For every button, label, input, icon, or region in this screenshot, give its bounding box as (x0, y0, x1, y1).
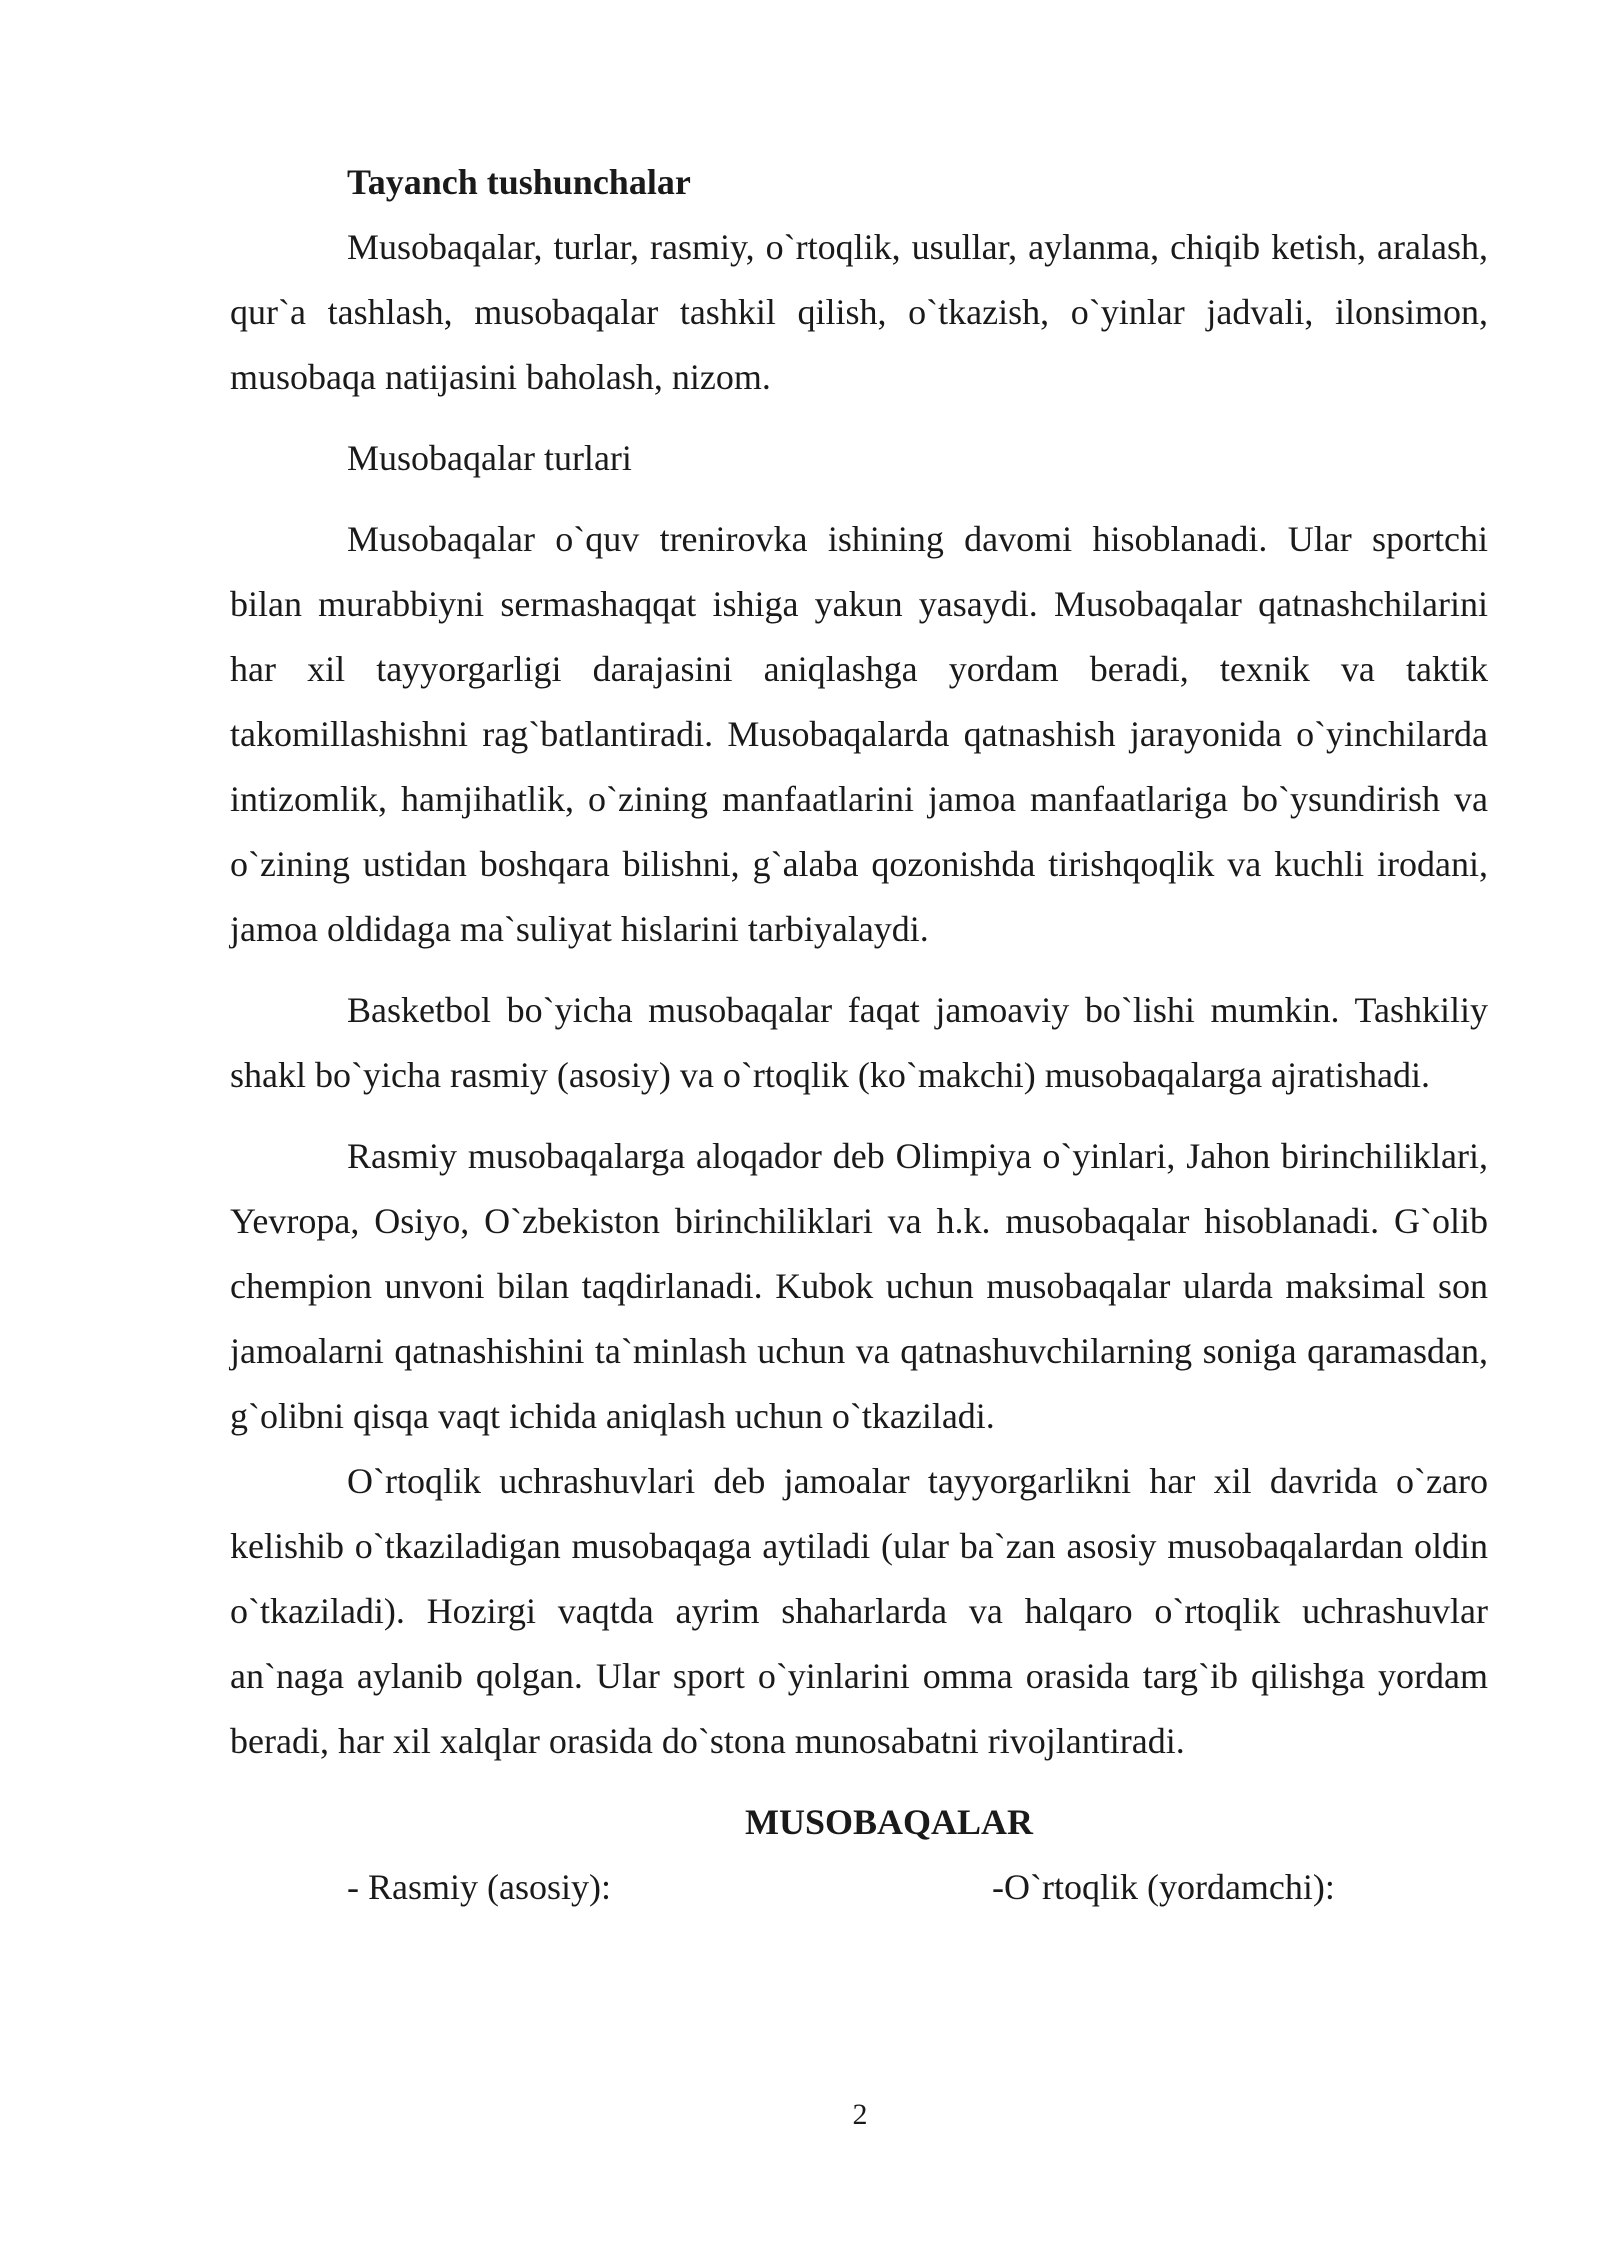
official-competitions-label: - Rasmiy (asosiy): (347, 1867, 611, 1907)
subheading: Musobaqalar turlari (347, 438, 632, 478)
section-title: MUSOBAQALAR (744, 1802, 1034, 1842)
page-number: 2 (852, 2098, 868, 2131)
body-paragraph: Basketbol bo`yicha musobaqalar faqat jamoaviy bo`lishi mumkin. Tashkiliy shakl bo`yicha rasmiy (asosiy) va o`rtoqlik (ko`makchi) musobaqalarga ajratishadi. (230, 990, 1488, 1095)
competition-types-row (230, 1855, 1488, 1920)
body-paragraph: O`rtoqlik uchrashuvlari deb jamoalar tayyorgarlikni har xil davrida o`zaro kelishib o`tkaziladigan musobaqaga aytiladi (ular ba`zan asosiy musobaqalardan oldin o`tkaziladi). Hozirgi vaqtda ayrim shaharlarda va halqaro o`rtoqlik uchrashuvlar an`naga aylanib qolgan. Ular sport o`yinlarini omma orasida targ`ib qilishga yordam beradi, har xil xalqlar orasida do`stona munosabatni rivojlantiradi. (230, 1461, 1488, 1761)
body-paragraph: Musobaqalar o`quv trenirovka ishining davomi hisoblanadi. Ular sportchi bilan murabbiyni sermashaqqat ishiga yakun yasaydi. Musobaqalar qatnashchilarini har xil tayyorgarligi darajasini aniqlashga yordam beradi, texnik va taktik takomillashishni rag`batlantiradi. Musobaqalarda qatnashish jarayonida o`yinchilarda intizomlik, hamjihatlik, o`zining manfaatlarini jamoa manfaatlariga bo`ysundirish va o`zining ustidan boshqara bilishni, g`alaba qozonishda tirishqoqlik va kuchli irodani, jamoa oldidaga ma`suliyat hislarini tarbiyalaydi. (230, 519, 1488, 949)
document-page (230, 150, 1488, 1920)
section-heading: Tayanch tushunchalar (347, 162, 691, 202)
friendly-competitions-label: -O`rtoqlik (yordamchi): (992, 1867, 1335, 1907)
keywords-paragraph: Musobaqalar, turlar, rasmiy, o`rtoqlik, usullar, aylanma, chiqib ketish, aralash, qur`a tashlash, musobaqalar tashkil qilish, o`tkazish, o`yinlar jadvali, ilonsimon, musobaqa natijasini baholash, nizom. (230, 227, 1488, 397)
body-paragraph: Rasmiy musobaqalarga aloqador deb Olimpiya o`yinlari, Jahon birinchiliklari, Yevropa, Osiyo, O`zbekiston birinchiliklari va h.k. musobaqalar hisoblanadi. G`olib chempion unvoni bilan taqdirlanadi. Kubok uchun musobaqalar ularda maksimal son jamoalarni qatnashishini ta`minlash uchun va qatnashuvchilarning soniga qaramasdan, g`olibni qisqa vaqt ichida aniqlash uchun o`tkaziladi. (230, 1136, 1488, 1436)
